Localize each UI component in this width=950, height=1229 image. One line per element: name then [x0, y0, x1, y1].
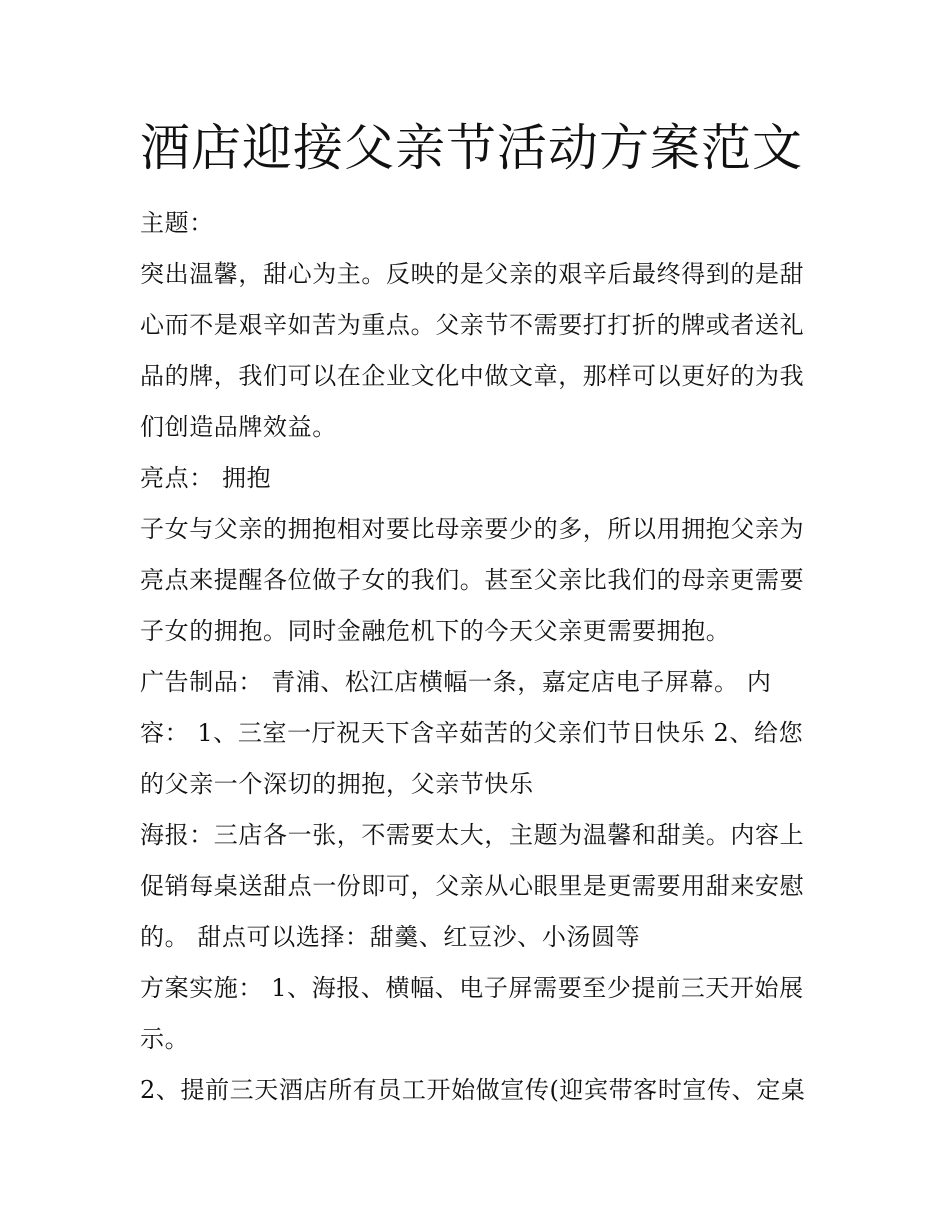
text-line: 广告制品： 青浦、松江店横幅一条，嘉定店电子屏幕。 内	[140, 668, 772, 696]
text-line: 品的牌，我们可以在企业文化中做文章，那样可以更好的为我	[140, 362, 805, 390]
text-line: 亮点： 拥抱	[140, 464, 272, 492]
text-line: 子女的拥抱。同时金融危机下的今天父亲更需要拥抱。	[140, 617, 731, 645]
text-line: 心而不是艰辛如苦为重点。父亲节不需要打打折的牌或者送礼	[140, 311, 805, 339]
text-line: 海报：三店各一张，不需要太大，主题为温馨和甜美。内容上	[140, 821, 805, 849]
text-line: 方案实施： 1、海报、横幅、电子屏需要至少提前三天开始展	[140, 974, 804, 1002]
text-line: 突出温馨，甜心为主。反映的是父亲的艰辛后最终得到的是甜	[140, 260, 805, 288]
text-line: 示。	[140, 1025, 190, 1053]
text-line: 促销每桌送甜点一份即可，父亲从心眼里是更需要用甜来安慰	[140, 872, 805, 900]
text-line: 2、提前三天酒店所有员工开始做宣传(迎宾带客时宣传、定桌	[140, 1076, 806, 1104]
text-line: 子女与父亲的拥抱相对要比母亲要少的多，所以用拥抱父亲为	[140, 515, 805, 543]
text-line: 容： 1、三室一厅祝天下含辛茹苦的父亲们节日快乐 2、给您	[140, 719, 804, 747]
text-line: 们创造品牌效益。	[140, 413, 337, 441]
text-line: 的父亲一个深切的拥抱，父亲节快乐	[140, 770, 534, 798]
text-line: 主题：	[140, 209, 214, 237]
document-title: 酒店迎接父亲节活动方案范文	[140, 119, 803, 177]
text-line: 的。 甜点可以选择：甜羹、红豆沙、小汤圆等	[140, 923, 641, 951]
document-body	[140, 198, 820, 1116]
text-line: 亮点来提醒各位做子女的我们。甚至父亲比我们的母亲更需要	[140, 566, 805, 594]
